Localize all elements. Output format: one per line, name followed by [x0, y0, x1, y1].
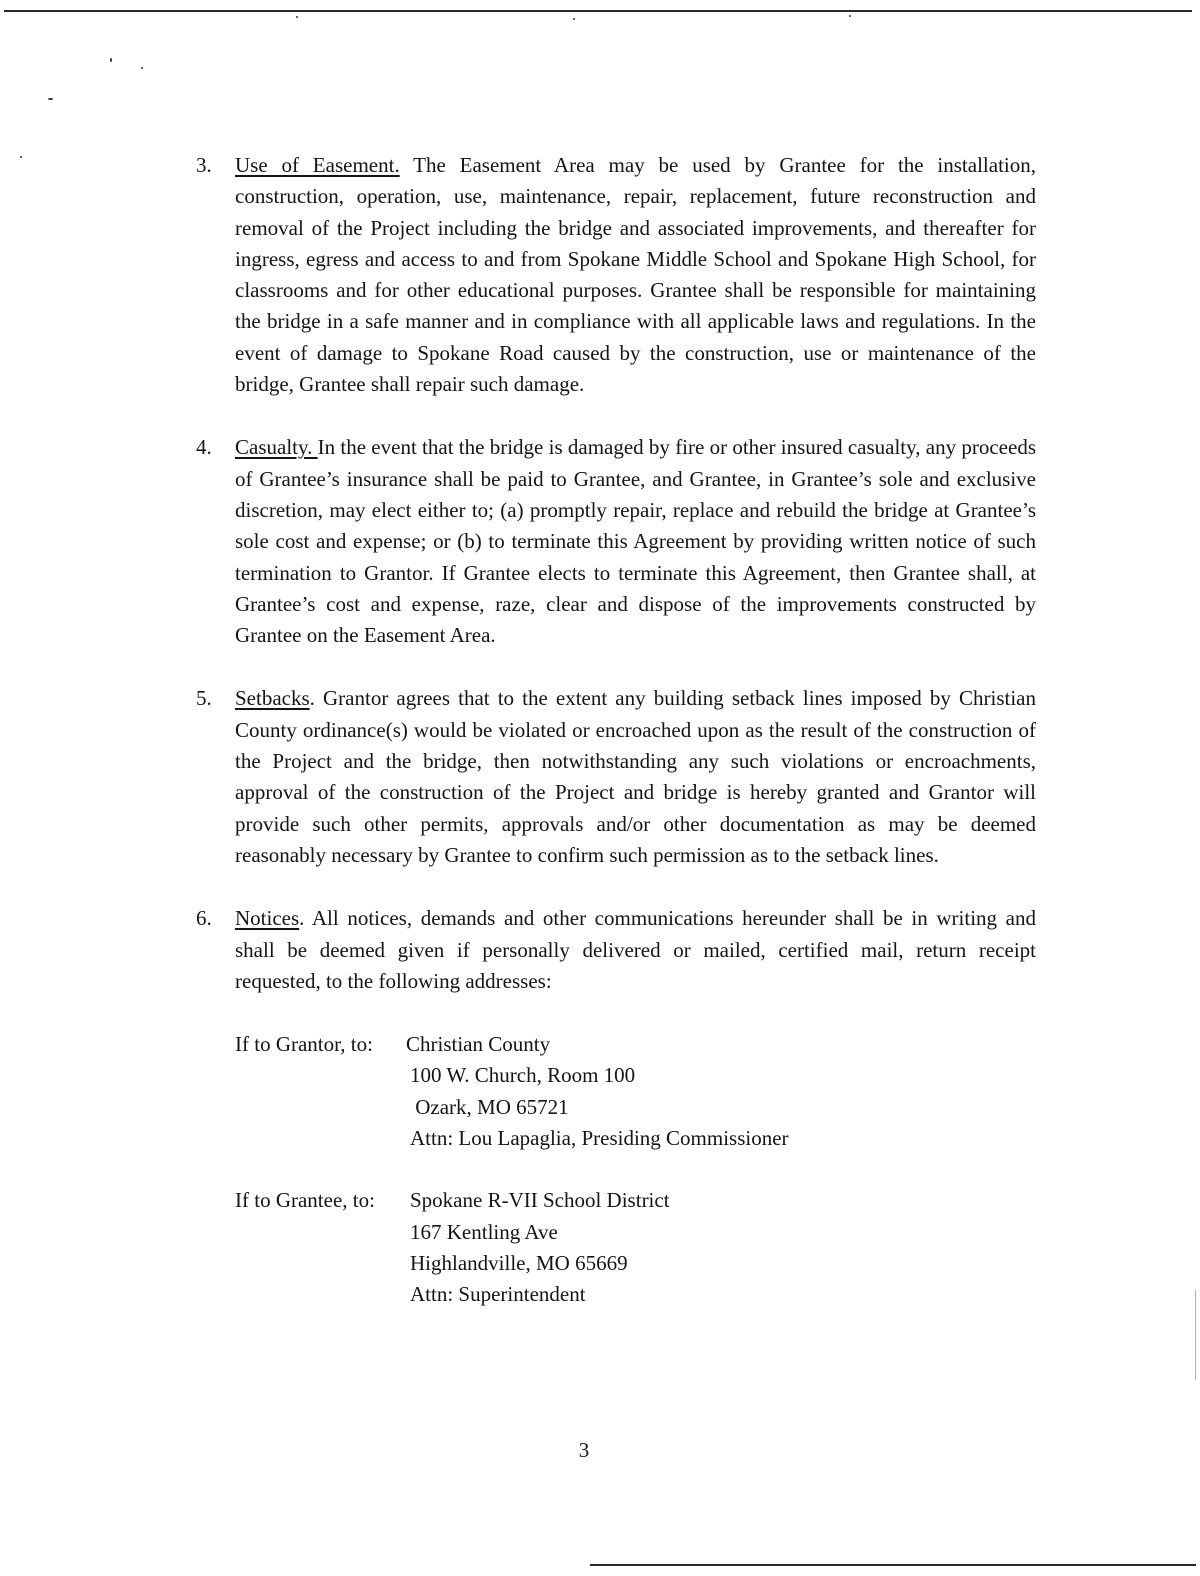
section-text: In the event that the bridge is damaged by fire or other insured casualty, any proceeds of Grantee’s insurance shall be paid to Grantee, and Grantee, in Grantee’s sole and exclusive discretion, may elect either to; (a) promptly repair, replace and rebuild the bridge at Grantee’s sole cost and expense; or (b) to terminate this Agreement by providing written notice of such termination to Grantor. If Grantee elects to terminate this Agreement, then Grantee shall, at Grantee’s cost and expense, raze, clear and dispose of the improvements constructed by Grantee on the Easement Area. — [235, 435, 1036, 648]
section-notices — [196, 903, 1036, 997]
scan-speck — [296, 16, 298, 18]
scan-speck — [141, 67, 143, 69]
address-grantor — [196, 1029, 1036, 1154]
address-line: Highlandville, MO 65669 — [410, 1250, 628, 1275]
address-grantee — [196, 1185, 1036, 1310]
address-line: Ozark, MO 65721 — [410, 1094, 569, 1119]
scan-speck — [849, 15, 851, 17]
document-body — [196, 150, 1036, 1342]
section-setbacks — [196, 683, 1036, 871]
scan-border-top — [4, 10, 1192, 12]
address-lines — [410, 1185, 1036, 1310]
scan-speck — [110, 58, 112, 62]
address-label: If to Grantor, to: — [235, 1032, 373, 1057]
section-text: The Easement Area may be used by Grantee for the installation, construction, operation, use, maintenance, repair, replacement, future reconstruction and removal of the Project including the bridge and associated improvements, and thereafter for ingress, egress and access to and from Spokane Middle School and Spokane High School, for classrooms and for other educational purposes. Grantee shall be responsible for maintaining the bridge in a safe manner and in compliance with all applicable laws and regulations. In the event of damage to Spokane Road caused by the construction, use or maintenance of the bridge, Grantee shall repair such damage. — [235, 153, 1036, 397]
scan-speck — [573, 18, 575, 20]
section-number: 5. — [196, 686, 212, 711]
section-use-of-easement — [196, 150, 1036, 400]
section-text: . Grantor agrees that to the extent any building setback lines imposed by Christian County ordinance(s) would be violated or encroached upon as the result of the construction of the Project and the bridge, then notwithstanding any such violations or encroachments, approval of the construction of the Project and bridge is hereby granted and Grantor will provide such other permits, approvals and/or other documentation as may be deemed reasonably necessary by Grantee to confirm such permission as to the setback lines. — [235, 686, 1036, 867]
section-heading: Notices — [235, 906, 300, 931]
section-text: . All notices, demands and other communications hereunder shall be in writing and shall be deemed given if personally delivered or mailed, certified mail, return receipt requested, to the following addresses: — [235, 906, 1036, 993]
address-line: Spokane R-VII School District — [410, 1188, 670, 1213]
section-number: 3. — [196, 153, 212, 177]
section-heading: Casualty. — [235, 435, 318, 460]
section-heading: Setbacks — [235, 686, 310, 711]
section-number: 4. — [196, 435, 212, 460]
address-line: 100 W. Church, Room 100 — [410, 1063, 636, 1088]
scan-border-bottom — [590, 1564, 1196, 1566]
section-casualty — [196, 432, 1036, 651]
scan-edge-right — [1195, 1290, 1196, 1380]
address-line: Christian County — [406, 1032, 551, 1057]
address-line: Attn: Lou Lapaglia, Presiding Commissioner — [410, 1126, 789, 1151]
address-label: If to Grantee, to: — [235, 1188, 375, 1213]
section-number: 6. — [196, 906, 212, 931]
address-lines — [406, 1029, 1036, 1154]
scan-speck — [48, 98, 53, 100]
scan-speck — [20, 156, 22, 158]
page-number: 3 — [578, 1438, 590, 1462]
address-line: Attn: Superintendent — [410, 1282, 586, 1307]
section-heading: Use of Easement. — [235, 153, 400, 177]
address-line: 167 Kentling Ave — [410, 1219, 558, 1244]
